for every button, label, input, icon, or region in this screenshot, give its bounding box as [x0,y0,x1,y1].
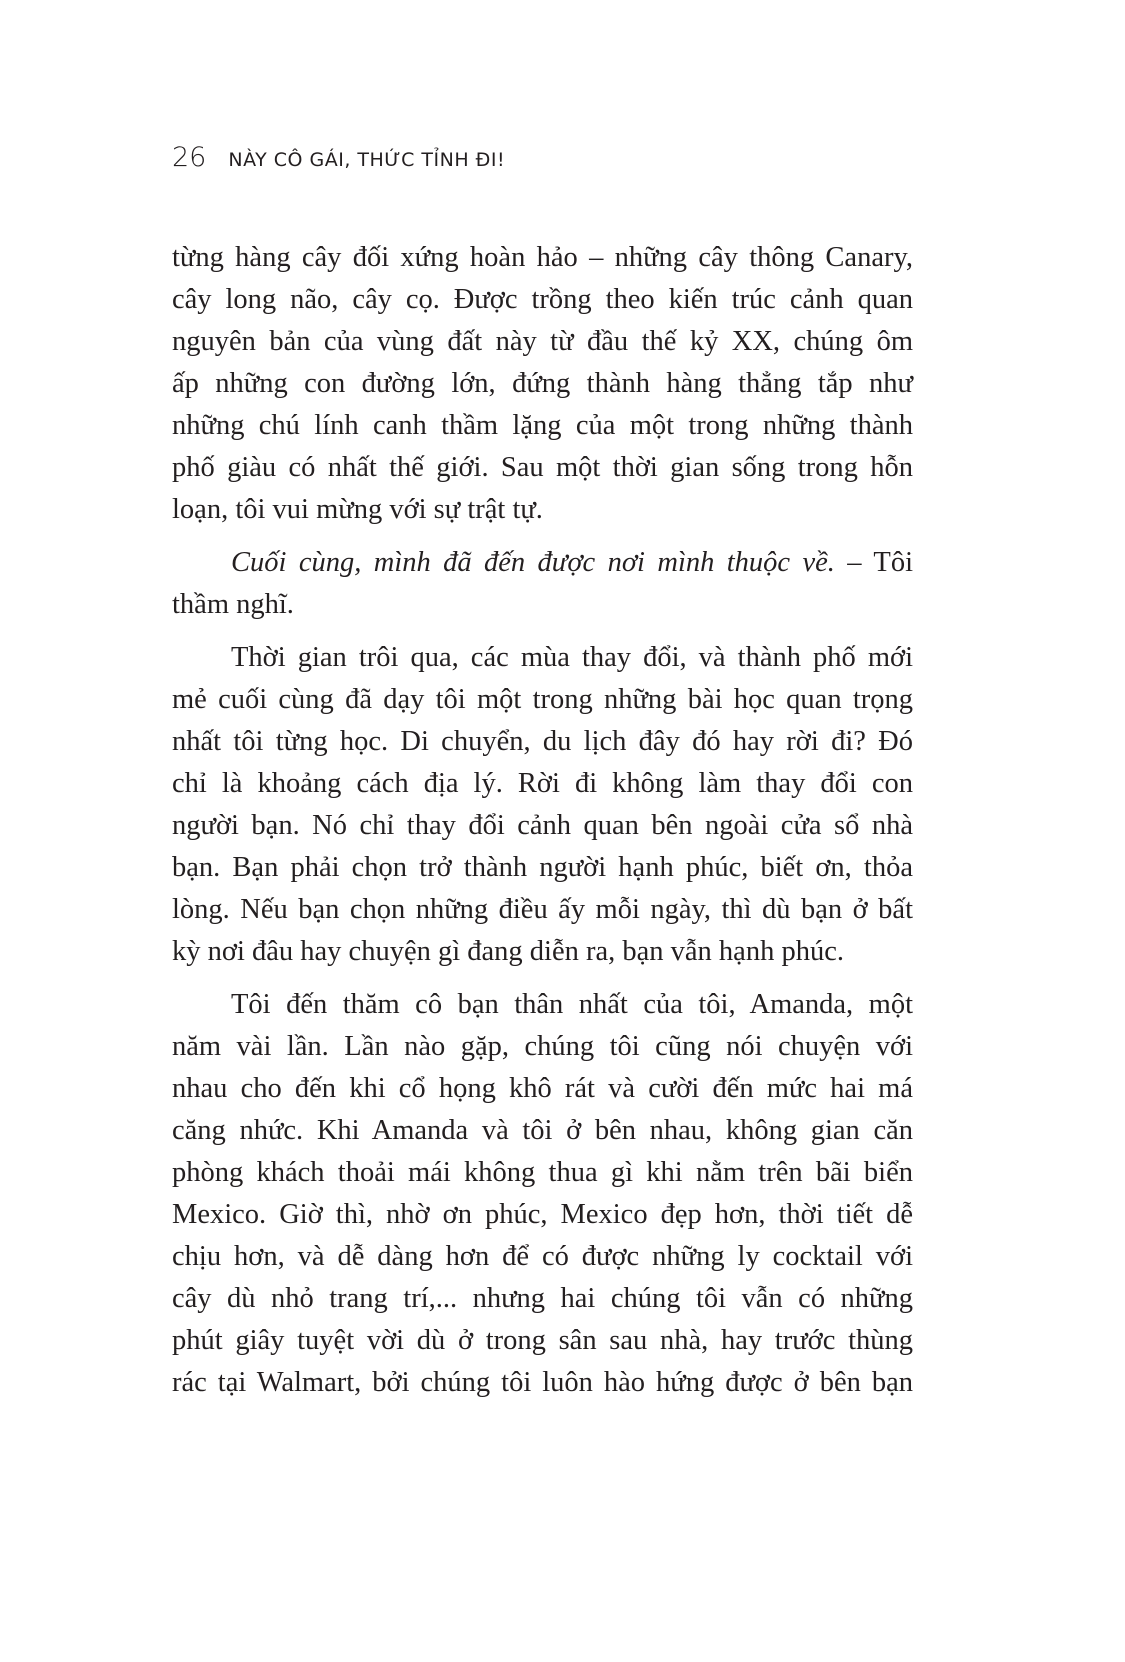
text-line: người bạn. Nó chỉ thay đổi cảnh quan bên ngoài cửa sổ nhà [172,810,913,841]
text-line: nhau cho đến khi cổ họng khô rát và cười đến mức hai má [172,1073,913,1104]
running-header [172,142,505,173]
text-line: cây long não, cây cọ. Được trồng theo kiến trúc cảnh quan [172,284,913,315]
text-line: phòng khách thoải mái không thua gì khi nằm trên bãi biển [172,1157,913,1188]
text-line: cây dù nhỏ trang trí,... nhưng hai chúng tôi vẫn có những [172,1283,913,1314]
paragraph [172,237,913,531]
text-line: loạn, tôi vui mừng với sự trật tự. [172,494,543,525]
text-line: từng hàng cây đối xứng hoàn hảo – những cây thông Canary, [172,242,913,273]
text-line: nguyên bản của vùng đất này từ đầu thế kỷ XX, chúng ôm [172,326,913,357]
text-line [172,542,913,584]
text-line: nhất tôi từng học. Di chuyển, du lịch đây đó hay rời đi? Đó [172,726,913,757]
text-line: bạn. Bạn phải chọn trở thành người hạnh phúc, biết ơn, thỏa [172,852,913,883]
text-line: chịu hơn, và dễ dàng hơn để có được những ly cocktail với [172,1241,913,1272]
paragraph [172,637,913,973]
text-line: Tôi đến thăm cô bạn thân nhất của tôi, Amanda, một [231,989,913,1020]
text-line: những chú lính canh thầm lặng của một trong những thành [172,410,913,441]
text-line: rác tại Walmart, bởi chúng tôi luôn hào hứng được ở bên bạn [172,1367,913,1398]
paragraph-thought [172,542,913,626]
text-line: mẻ cuối cùng đã dạy tôi một trong những bài học quan trọng [172,684,913,715]
paragraph [172,984,913,1404]
text-line: lòng. Nếu bạn chọn những điều ấy mỗi ngày, thì dù bạn ở bất [172,894,913,925]
running-title: NÀY CÔ GÁI, THỨC TỈNH ĐI! [228,149,506,171]
body-text [172,237,913,1415]
text-line: thầm nghĩ. [172,589,294,620]
text-line: chỉ là khoảng cách địa lý. Rời đi không làm thay đổi con [172,768,913,799]
italic-thought: Cuối cùng, mình đã đến được nơi mình thuộc về. [231,547,835,578]
text-line: ấp những con đường lớn, đứng thành hàng thẳng tắp như [172,368,913,399]
page-number: 26 [172,142,207,173]
text-line: Mexico. Giờ thì, nhờ ơn phúc, Mexico đẹp hơn, thời tiết dễ [172,1199,913,1230]
text-line: phố giàu có nhất thế giới. Sau một thời gian sống trong hỗn [172,452,913,483]
text-line: năm vài lần. Lần nào gặp, chúng tôi cũng nói chuyện với [172,1031,913,1062]
text-line: phút giây tuyệt vời dù ở trong sân sau nhà, hay trước thùng [172,1325,913,1356]
text-line: căng nhức. Khi Amanda và tôi ở bên nhau, không gian căn [172,1115,913,1146]
text-line: Thời gian trôi qua, các mùa thay đổi, và thành phố mới [231,642,913,673]
text-line: kỳ nơi đâu hay chuyện gì đang diễn ra, bạn vẫn hạnh phúc. [172,936,844,967]
attribution: – Tôi [834,547,913,578]
